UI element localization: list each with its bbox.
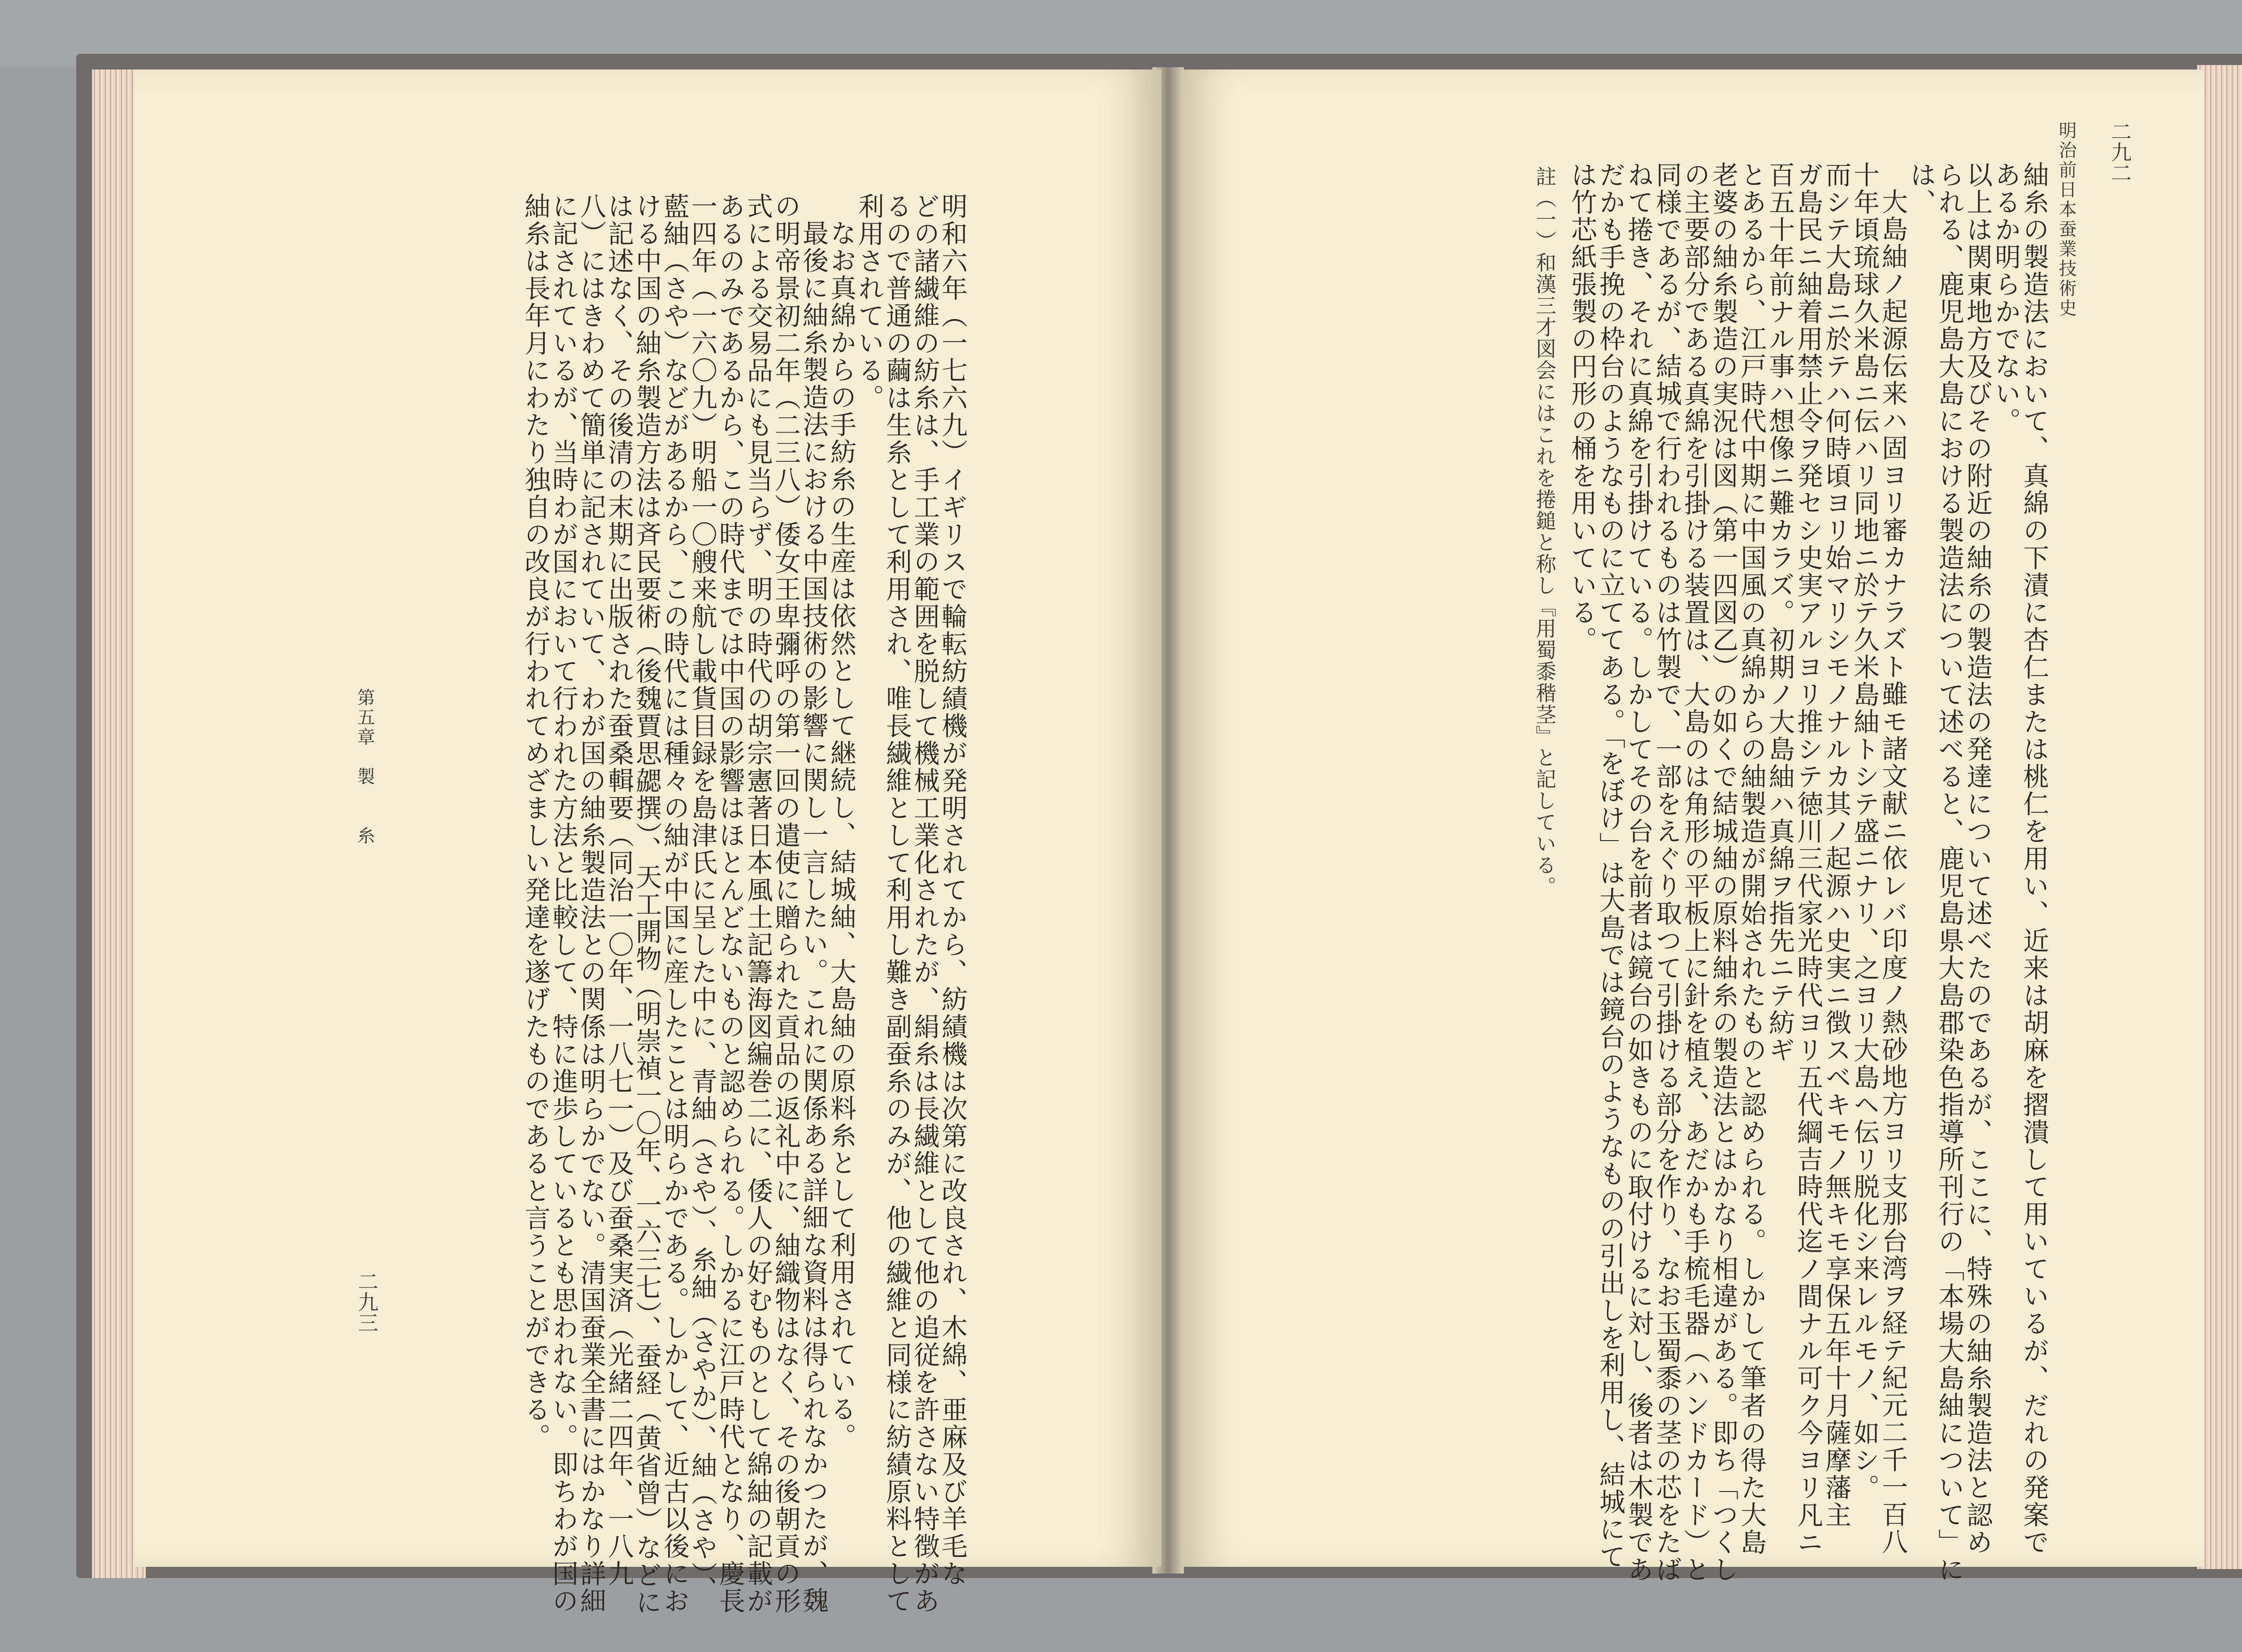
text-column: は、 — [1906, 161, 1936, 216]
text-column: 紬糸は長年月にわたり独自の改良が行われてめざましい発達を遂げたものであると言うことができる。 — [520, 193, 551, 1451]
text-column: 利用されている。 — [854, 193, 884, 412]
footnote: 註（一）和漢三才図会にはこれを捲鎚と称し『用蜀黍稭茎』と記している。 — [1533, 166, 1557, 898]
text-column: とあるから、江戸時代中期に中国風の真綿からの紬製造が開始されたものと認められる。しかして筆者の得た大島 — [1736, 161, 1767, 1556]
text-column: の明帝景初二年（二三八）倭女王卑彌呼の第一回の遣使に贈られた貢品の返礼中に、紬織物はなく、その後朝貢の形 — [770, 193, 801, 1615]
text-column: どの諸繊維の紡糸は、手工業の範囲を脱して機械工業化されたが、絹糸は長繊維として他の追従を許さない特徴があ — [909, 193, 940, 1615]
text-column: 明和六年（一七六九）イギリスで輪転紡績機が発明されてから、紡績機は次第に改良され、木綿、亜麻及び羊毛な — [937, 193, 968, 1587]
right-page — [1177, 69, 2204, 1583]
text-column: に記されているが、当時わが国において行われた方法と比較して、特に進歩しているとも思われない。即ちわが国の — [548, 193, 578, 1615]
text-column: 同様であるが、結城で行われるものは竹製で、一部をえぐり取つて引掛ける部分を作り、なお玉蜀黍の茎の芯をたば — [1651, 161, 1682, 1583]
text-column: 而シテ大島ニ於テハ何時頃ヨリ始マリシモノナルカ其ノ起源ハ史実ニ徴スベキモノ無キモ享保五年十月薩摩藩主 — [1821, 161, 1851, 1529]
text-column: 藍紬（さや）などがあるから、この時代には種々の紬が中国に産したことは明らかである。しかして、近古以後にお — [659, 193, 690, 1615]
text-column: 紬糸の製造法において、真綿の下漬に杏仁または桃仁を用い、近来は胡麻を摺潰して用いているが、だれの発案で — [2019, 161, 2049, 1556]
text-column: 一四年（一六〇九）明船一〇艘来航し載貨目録を島津氏に呈した中に、青紬（さや）、糸紬（さやか）、紬（さや）、 — [687, 193, 717, 1603]
text-column: られる、鹿児島大島における製造法について述べると、鹿児島県大島郡染色指導所刊行の「本場大島紬について」に — [1934, 161, 1964, 1583]
page-number: 二九三 — [355, 1271, 379, 1333]
text-column: は記述なく、その後清の末期に出版された蚕桑輯要（同治一〇年、一八七一）及び蚕桑実済（光緒二四年、一八九 — [604, 193, 634, 1587]
text-column: ねて捲き、それに真綿を引掛けている。しかしてその台を前者は鏡台の如きものに取付けるに対し、後者は木製であ — [1623, 161, 1654, 1583]
text-column: だかも手挽の枠台のようなものに立ててある。「をぼけ」は大島では鏡台のようなものの引出しを利用し、結城にて — [1595, 161, 1625, 1570]
text-column: 最後に紬糸製造法における中国技術の影響に関し一言したい。これに関係ある詳細な資料は得られなかつたが、魏 — [798, 220, 829, 1614]
text-column: の主要部分である真綿を引掛ける装置は、大島のは角形の平板上に針を植え、あだかも手梳毛器（ハンドカード）と — [1680, 161, 1710, 1583]
chapter-footer: 第五章 製 糸 — [354, 688, 375, 846]
text-column: 以上は関東地方及びその附近の紬糸の製造法の発達について述べたのであるが、ここに、特殊の紬糸製造法と認め — [1962, 161, 1993, 1556]
text-column: 老婆の紬糸製造の実況は図（第一四図乙）の如くで結城紬の原料紬糸の製造法とはかなり相違がある。即ち「つくし — [1708, 161, 1738, 1583]
page-edges-right — [2197, 65, 2242, 1569]
left-page — [135, 69, 1161, 1616]
text-column: ける中国の紬糸製造方法は斉民要術（後魏賈思勰撰）、天工開物（明崇禎一〇年、一六三七）、蚕経（黄省曾）などに — [631, 193, 662, 1616]
running-head: 明治前日本蚕業技術史 — [2056, 121, 2077, 318]
text-column: ガ島民ニ紬着用禁止令ヲ発セシ史実アルヨリ推シテ徳川三代家光時代ヨリ五代綱吉時代迄ノ間ナル可ク今ヨリ凡ニ — [1793, 161, 1823, 1556]
page-number: 二九二 — [2108, 121, 2132, 183]
text-column: 十年頃琉球久米島ニ伝ハリ同地ニ於テ久米島紬トシテ盛ニナリ、之ヨリ大島ヘ伝リ脱化シ来レルモノ、如シ。 — [1849, 161, 1880, 1501]
text-column: 八）にはきわめて簡単に記されていて、わが国の紬糸製造法との関係は明らかでない。清国蚕業全書にはかなり詳細 — [576, 193, 606, 1615]
text-column: 百五十年前ナル事ハ想像ニ難カラズ。初期ノ大島紬ハ真綿ヲ指先ニテ紡ギ — [1764, 161, 1795, 1064]
text-column: あるか明らかでない。 — [1990, 161, 2021, 435]
text-column: は竹芯紙張製の円形の桶を用いている。 — [1567, 161, 1597, 654]
text-column: 式による交易品にも見当らず、明の時代の胡宗憲著日本風土記籌海図編巻二に、倭人の好むものとして綿紬の記載が — [743, 193, 773, 1615]
text-column: るので普通の繭は生糸として利用され、唯長繊維として利用し難き副蚕糸のみが、他の繊維と同様に紡績原料として — [882, 193, 912, 1615]
text-column: 大島紬ノ起源伝来ハ固ヨリ審カナラズト雖モ諸文献ニ依レバ印度ノ熱砂地方ヨリ支那台湾ヲ経テ紀元二千一百八 — [1877, 188, 1908, 1556]
text-column: あるのみであるから、この時代までは中国の影響はほとんどないものと認められる。しかるに江戸時代となり、慶長 — [715, 193, 745, 1615]
text-column: なお真綿からの手紡糸の生産は依然として継続し、結城紬、大島紬の原料糸として利用されている。 — [826, 220, 856, 1450]
